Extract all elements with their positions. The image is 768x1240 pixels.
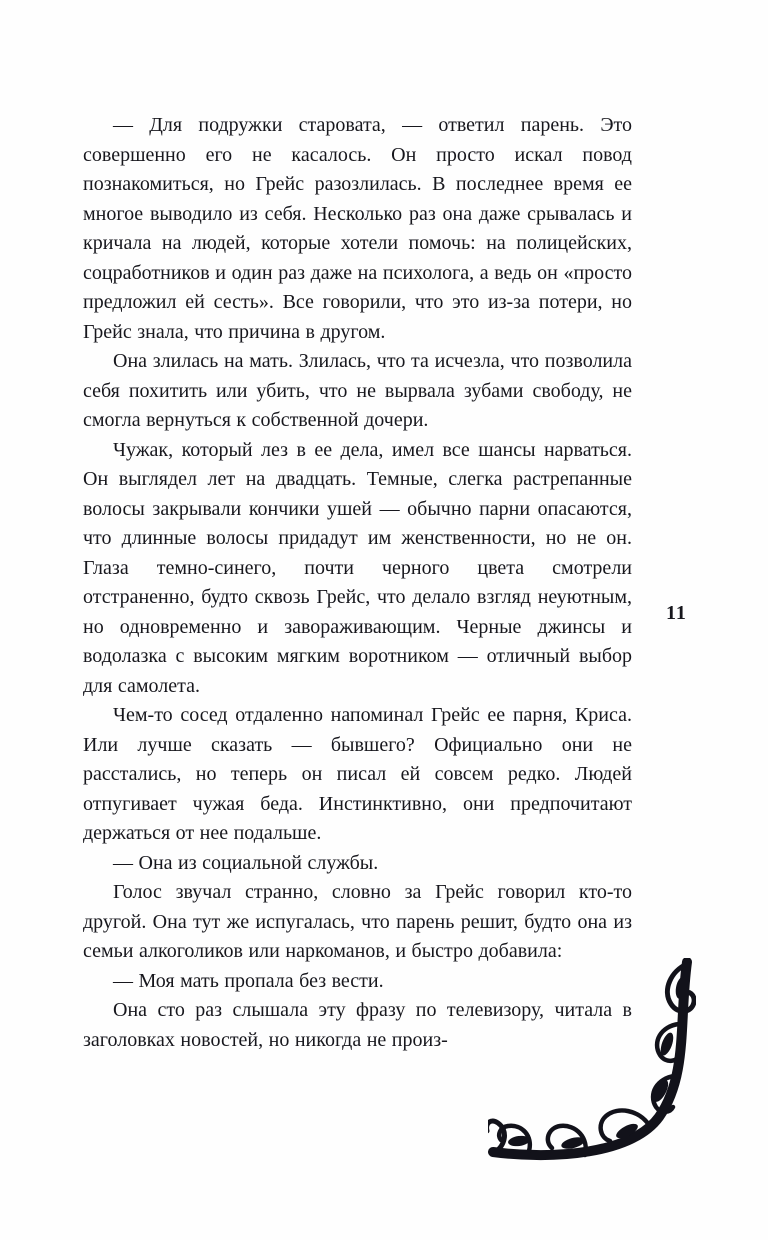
floral-corner-ornament-icon bbox=[488, 958, 696, 1166]
floral-corner-ornament-svg bbox=[488, 958, 696, 1166]
paragraph: Чем-то сосед отдаленно напоминал Грейс ее парня, Криса. Или лучше сказать — бывшего? Официально они не расстались, но теперь он писал ей совсем редко. Людей отпугивает чужая беда. Инстинктивно, они предпочитают держаться от нее подальше. bbox=[83, 704, 632, 844]
paragraph: Она злилась на мать. Злилась, что та исчезла, что позволила себя похитить или убить, что не вырвала зубами свободу, не смогла вернуться к собственной дочери. bbox=[83, 350, 632, 431]
paragraph: — Моя мать пропала без вести. bbox=[113, 969, 384, 992]
paragraph: — Она из социальной службы. bbox=[113, 851, 379, 874]
paragraph: Чужак, который лез в ее дела, имел все шансы нарваться. Он выглядел лет на двадцать. Темные, слегка растрепанные волосы закрывали кончики ушей — обычно парни опасаются, что длинные волосы придадут им женственности, но не он. Глаза темно-синего, почти черного цвета смотрели отстраненно, будто сквозь Грейс, что делало взгляд неуютным, но одновременно и завораживающим. Черные джинсы и водолазка с высоким мягким воротником — отличный выбор для самолета. bbox=[83, 438, 632, 697]
page-number: 11 bbox=[666, 602, 687, 624]
paragraph: — Для подружки старовата, — ответил парень. Это совершенно его не касалось. Он просто искал повод познакомиться, но Грейс разозлилась. В последнее время ее многое выводило из себя. Несколько раз она даже срывалась и кричала на людей, которые хотели помочь: на полицейских, соцработников и один раз даже на психолога, а ведь он «просто предложил ей сесть». Все говорили, что это из-за потери, но Грейс знала, что причина в другом. bbox=[83, 114, 632, 343]
body-text bbox=[83, 111, 632, 1055]
paragraph: Она сто раз слышала эту фразу по телевизору, читала в заголовках новостей, но никогда не произ- bbox=[83, 999, 632, 1051]
paragraph: Голос звучал странно, словно за Грейс говорил кто-то другой. Она тут же испугалась, что парень решит, будто она из семьи алкоголиков или наркоманов, и быстро добавила: bbox=[83, 881, 632, 962]
